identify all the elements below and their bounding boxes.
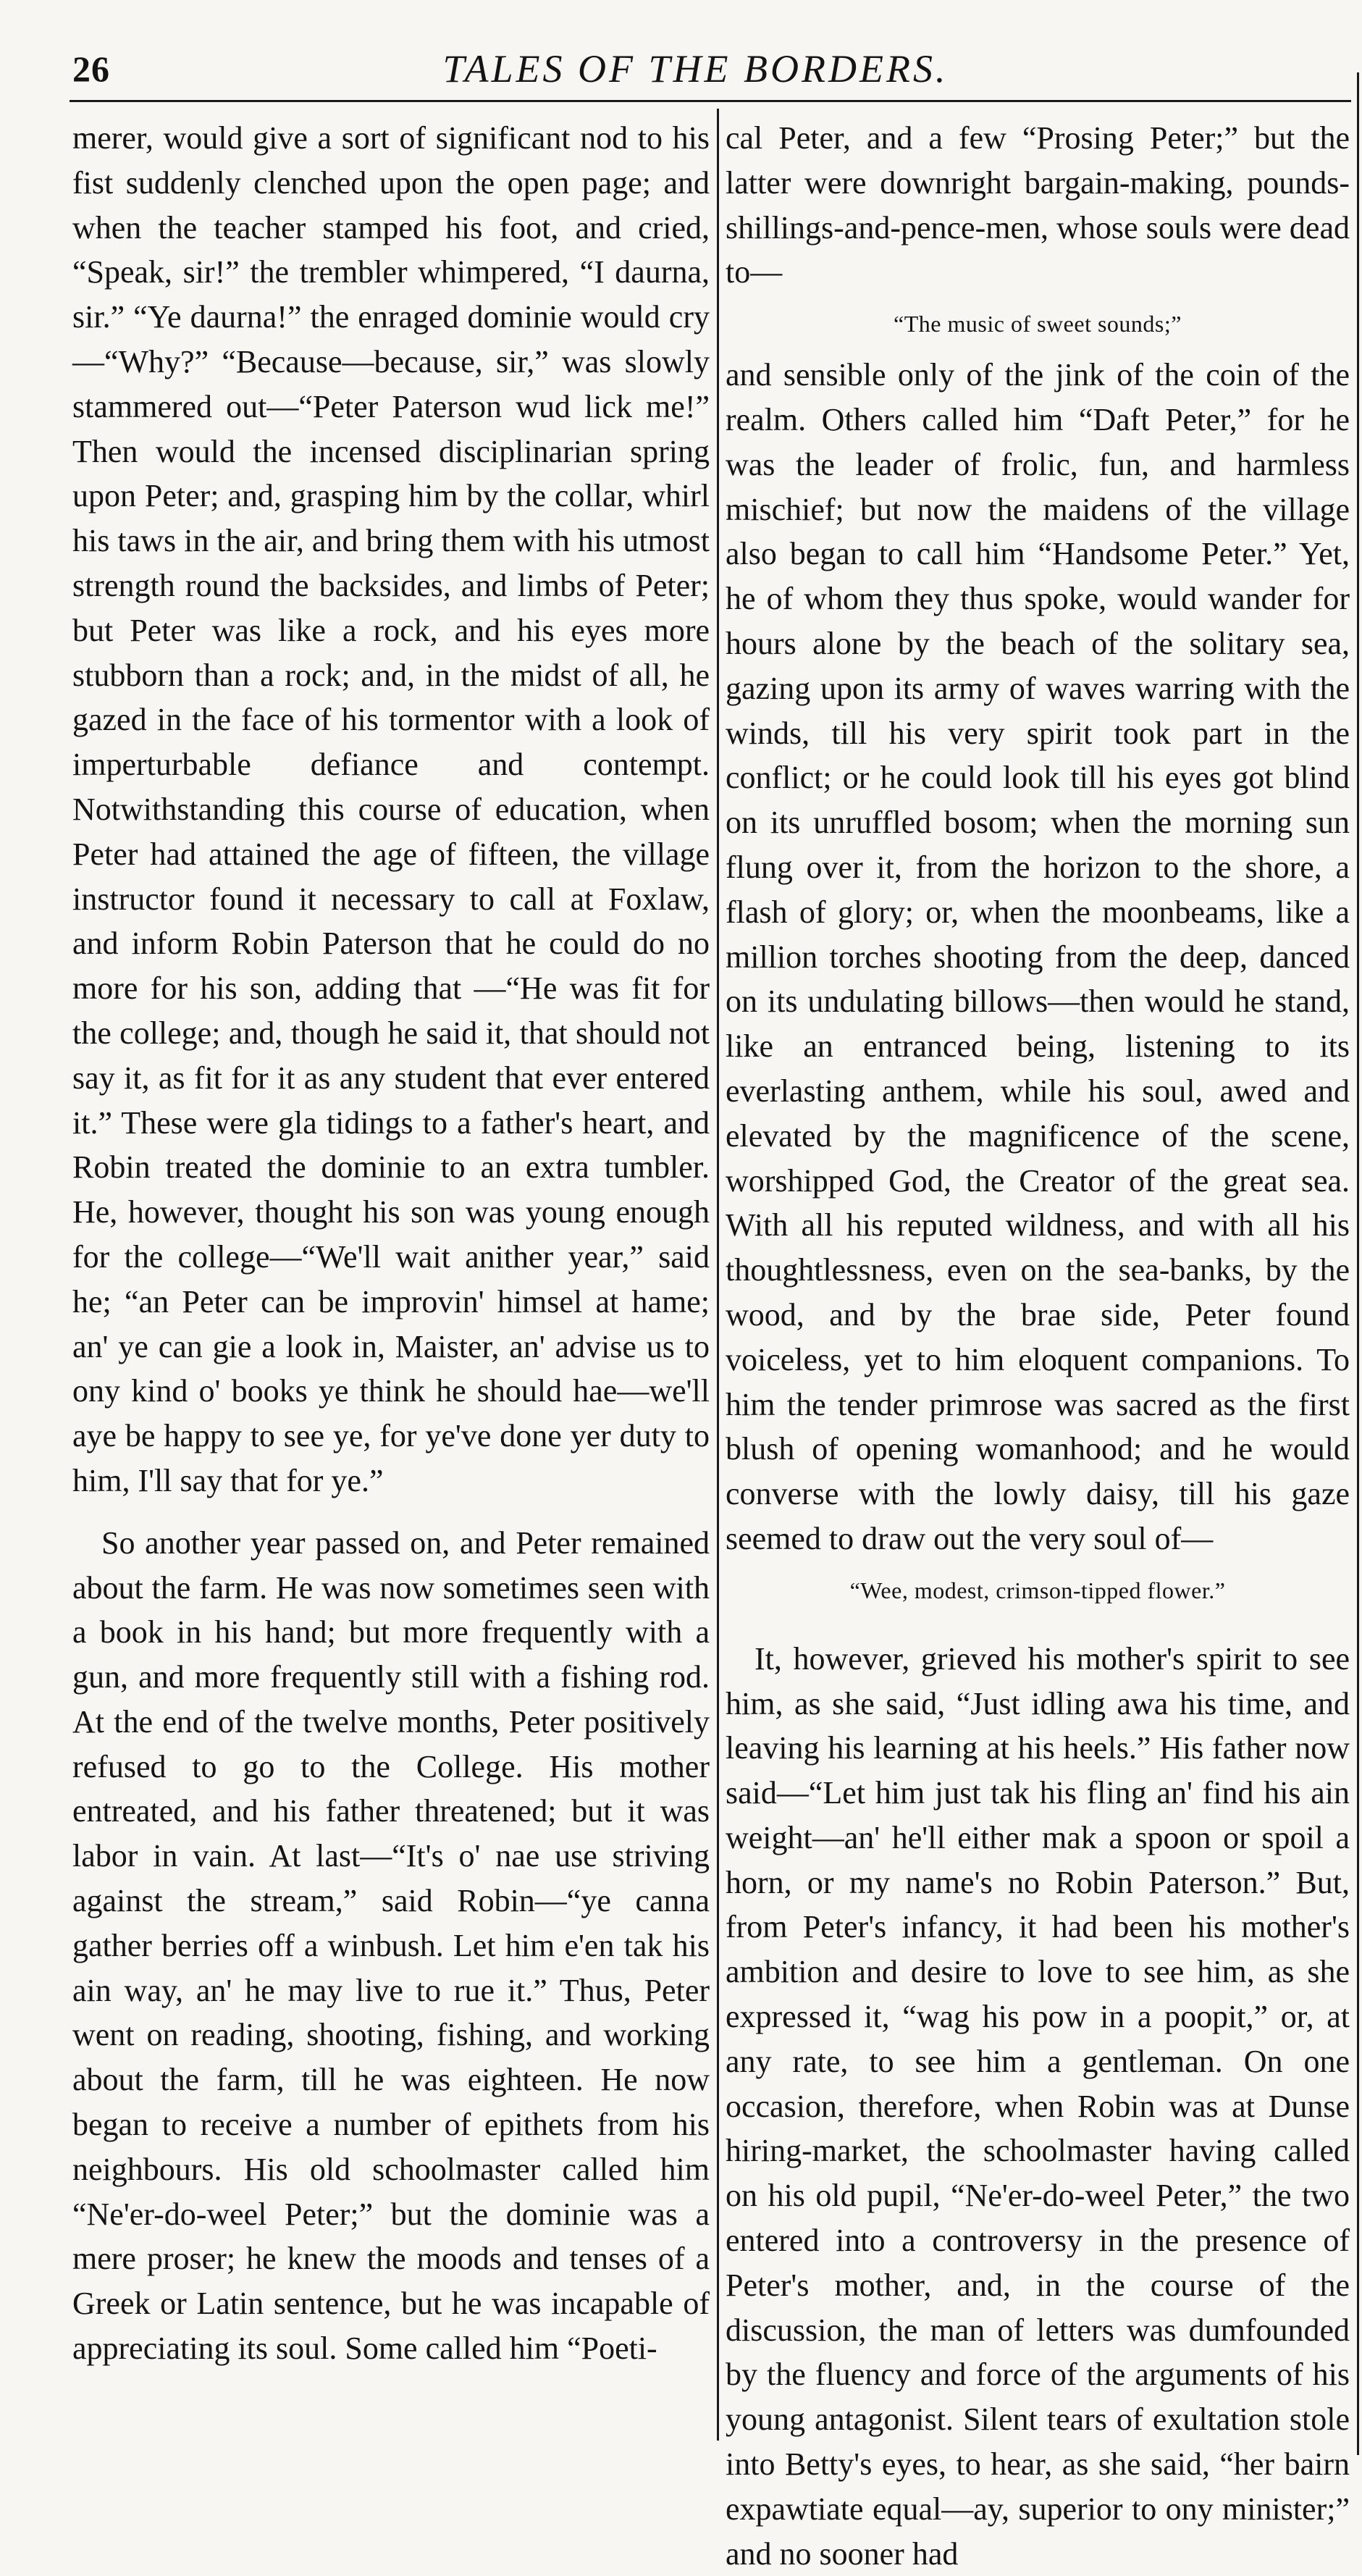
column-divider xyxy=(717,109,719,2441)
left-paragraph-1: merer, would give a sort of significant nod to his fist suddenly clenched upon the open page; and when the teacher stamped his foot, and cried, “Speak, sir!” the trembler whimpered, “I daurna, sir.” “Ye daurna!” the enraged dominie would cry—“Why?” “Because—because, sir,” was slowly stammered out—“Peter Paterson wud lick me!” Then would the incensed disciplinarian spring upon Peter; and, grasping him by the collar, whirl his taws in the air, and bring them with his utmost strength round the backsides, and limbs of Peter; but Peter was like a rock, and his eyes more stubborn than a rock; and, in the midst of all, he gazed in the face of his tormentor with a look of imperturbable defiance and contempt. Notwithstanding this course of education, when Peter had attained the age of fifteen, the village instructor found it necessary to call at Foxlaw, and inform Robin Paterson that he could do no more for his son, adding that —“He was fit for the college; and, though he said it, that should not say it, as fit for it as any student that ever entered it.” These were gla tidings to a father's heart, and Robin treated the dominie to an extra tumbler. He, however, thought his son was young enough for the college—“We'll wait anither year,” said he; “an Peter can be improvin' himsel at hame; an' ye can gie a look in, Maister, an' advise us to ony kind o' books ye think he should hae—we'll aye be happy to see ye, for ye've done yer duty to him, I'll say that for ye.” xyxy=(72,120,710,1498)
right-column xyxy=(726,116,1350,2572)
left-column xyxy=(72,116,710,2433)
quote-music-of-sweet-sounds: “The music of sweet sounds;” xyxy=(894,311,1182,337)
right-paragraph-1: cal Peter, and a few “Prosing Peter;” but the latter were downright bargain-making, pounds-shillings-and-pence-men, whose souls were dead to— xyxy=(726,120,1350,290)
right-paragraph-2: and sensible only of the jink of the coin of the realm. Others called him “Daft Peter,” for he was the leader of frolic, fun, and harmless mischief; but now the maidens of the village also began to call him “Handsome Peter.” Yet, he of whom they thus spoke, would wander for hours alone by the beach of the solitary sea, gazing upon its army of waves warring with the winds, till his very spirit took part in the conflict; or he could look till his eyes got blind on its unruffled bosom; when the morning sun flung over it, from the horizon to the shore, a flash of glory; or, when the moonbeams, like a million torches shooting from the deep, danced on its undulating billows—then would he stand, like an entranced being, listening to its everlasting anthem, while his soul, awed and elevated by the magnificence of the scene, worshipped God, the Creator of the great sea. With all his reputed wildness, and with all his thoughtlessness, even on the sea-banks, by the wood, and by the brae side, Peter found voiceless, yet to him eloquent companions. To him the tender primrose was sacred as the first blush of opening womanhood; and he would converse with the lowly daisy, till his gaze seemed to draw out the very soul of— xyxy=(726,357,1350,1556)
running-title: TALES OF THE BORDERS. xyxy=(442,47,949,91)
left-paragraph-2: So another year passed on, and Peter remained about the farm. He was now sometimes seen with a book in his hand; but more frequently with a gun, and more frequently still with a fishing rod. At the end of the twelve months, Peter positively refused to go to the College. His mother entreated, and his father threatened; but it was labor in vain. At last—“It's o' nae use striving against the stream,” said Robin—“ye canna gather berries off a winbush. Let him e'en tak his ain way, an' he may live to rue it.” Thus, Peter went on reading, shooting, fishing, and working about the farm, till he was eighteen. He now began to receive a number of epithets from his neighbours. His old schoolmaster called him “Ne'er-do-weel Peter;” but the dominie was a mere proser; he knew the moods and tenses of a Greek or Latin sentence, but he was incapable of appreciating its soul. Some called him “Poeti- xyxy=(72,1524,710,2367)
page-right-edge xyxy=(1357,72,1359,2455)
quote-wee-modest-flower: “Wee, modest, crimson-tipped flower.” xyxy=(849,1577,1226,1603)
page-header xyxy=(0,43,1362,109)
page-number: 26 xyxy=(72,49,110,89)
header-rule xyxy=(70,100,1351,102)
right-paragraph-3: It, however, grieved his mother's spirit to see him, as she said, “Just idling awa his time, and leaving his learning at his heels.” His father now said—“Let him just tak his fling an' find his ain weight—an' he'll either mak a spoon or spoil a horn, or my name's no Robin Paterson.” But, from Peter's infancy, it had been his mother's ambition and desire to love to see him, as she expressed it, “wag his pow in a poopit,” or, at any rate, to see him a gentleman. On one occasion, therefore, when Robin was at Dunse hiring-market, the schoolmaster having called on his old pupil, “Ne'er-do-weel Peter,” the two entered into a controversy in the presence of Peter's mother, and, in the course of the discussion, the man of letters was dumfounded by the fluency and force of the arguments of his young antagonist. Silent tears of exultation stole into Betty's eyes, to hear, as she said, “her bairn expawtiate equal—ay, superior to ony minister;” and no sooner had xyxy=(726,1640,1350,2572)
